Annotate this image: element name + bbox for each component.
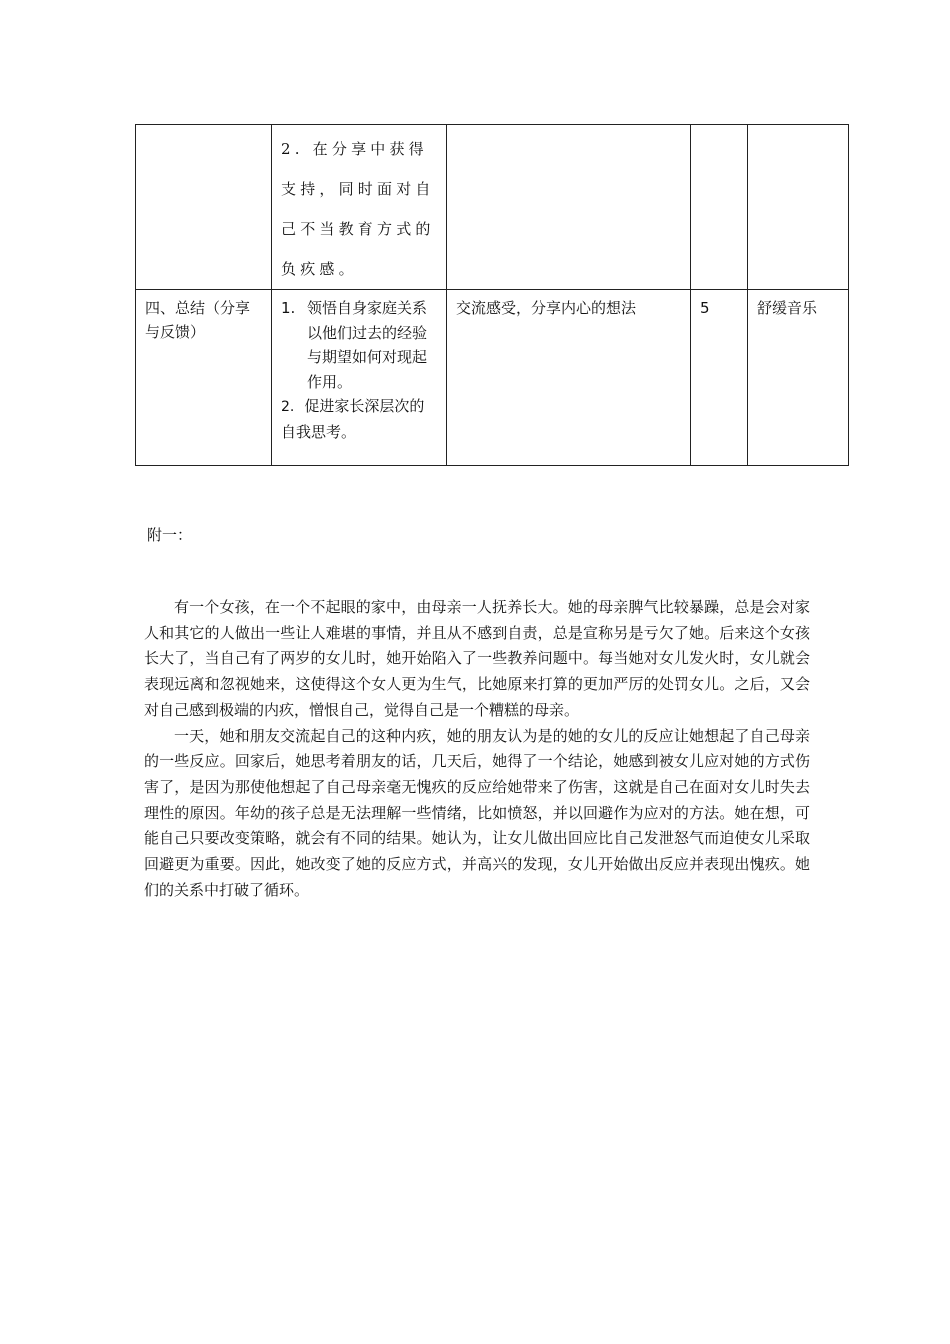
- material-text: 舒缓音乐: [757, 299, 818, 317]
- material-cell: [748, 290, 849, 466]
- goal-cell: [272, 290, 447, 466]
- story-paragraph: 有一个女孩，在一个不起眼的家中，由母亲一人抚养长大。她的母亲脾气比较暴躁，总是会对家人和其它的人做出一些让人难堪的事情，并且从不感到自责，总是宣称另是亏欠了她。后来这个女孩长大了，当自己有了两岁的女儿时，她开始陷入了一些教养问题中。每当她对女儿发火时，女儿就会表现远离和忽视她来，这使得这个女人更为生气，比她原来打算的更加严厉的处罚女儿。之后，又会对自己感到极端的内疚，憎恨自己，觉得自己是一个糟糕的母亲。: [144, 598, 810, 719]
- stage-cell: [136, 125, 272, 290]
- stage-text: 四、总结（分享与反馈）: [145, 299, 251, 341]
- story-paragraph: 一天，她和朋友交流起自己的这种内疚，她的朋友认为是的她的女儿的反应让她想起了自己母亲的一些反应。回家后，她思考着朋友的话，几天后，她得了一个结论，她感到被女儿应对她的方式伤害了，是因为那使他想起了自己母亲毫无愧疚的反应给她带来了伤害，这就是自己在面对女儿时失去理性的原因。年幼的孩子总是无法理解一些情绪，比如愤怒，并以回避作为应对的方法。她在想，可能自己只要改变策略，就会有不同的结果。她认为，让女儿做出回应比自己发泄怒气而迫使女儿采取回避更为重要。因此，她改变了她的反应方式，并高兴的发现，女儿开始做出反应并表现出愧疚。她们的关系中打破了循环。: [144, 726, 810, 899]
- time-text: 5: [700, 299, 710, 317]
- appendix-story: [144, 595, 810, 903]
- activity-cell: [447, 125, 691, 290]
- material-cell: [748, 125, 849, 290]
- table-row: [136, 290, 849, 466]
- goal-item: [281, 394, 437, 444]
- time-cell: [691, 125, 748, 290]
- goal-item: [281, 296, 437, 394]
- goal-text: 2. 在分享中获得支持，同时面对自己不当教育方式的负疚感。: [281, 140, 435, 278]
- time-cell: [691, 290, 748, 466]
- activity-plan-table: [135, 124, 849, 466]
- goal-item-text: 领悟自身家庭关系以他们过去的经验与期望如何对现起作用。: [307, 299, 428, 391]
- goal-item-number: 2.: [281, 399, 295, 415]
- activity-text: 交流感受，分享内心的想法: [456, 299, 637, 317]
- activity-cell: [447, 290, 691, 466]
- stage-cell: [136, 290, 272, 466]
- goal-item-text: 促进家长深层次的自我思考。: [281, 397, 425, 441]
- goal-cell: [272, 125, 447, 290]
- goal-item-number: 1.: [281, 299, 296, 317]
- appendix-heading: 附一：: [147, 526, 193, 544]
- table-row: [136, 125, 849, 290]
